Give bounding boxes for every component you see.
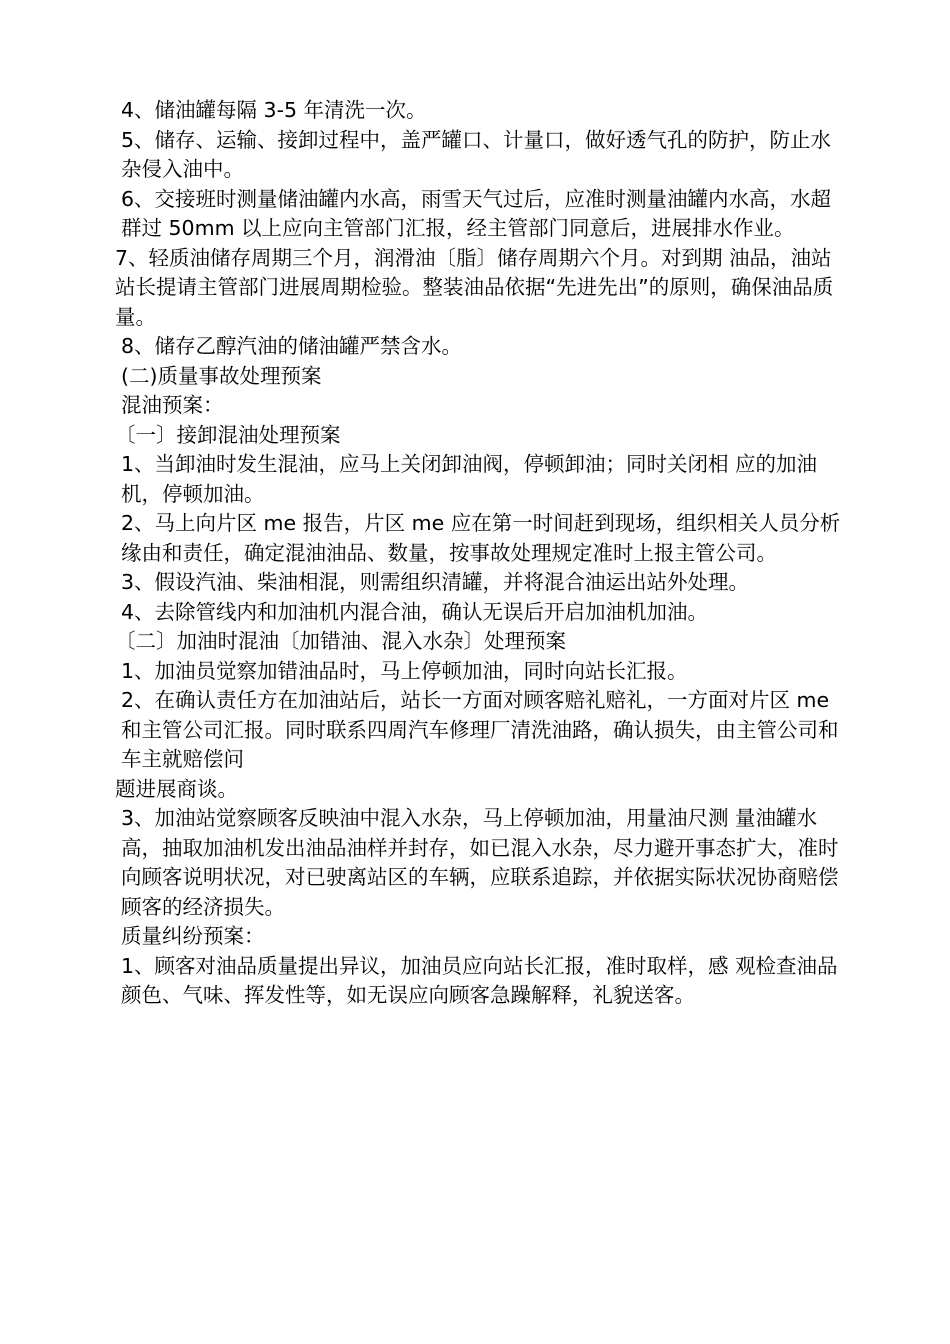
document-body — [115, 96, 850, 1011]
paragraph-refueling-step-2-continued: 题进展商谈。 — [115, 776, 238, 801]
paragraph-storage-period: 7、轻质油储存周期三个月，润滑油〔脂〕储存周期六个月。对到期 油品，油站站长提请主管部门进展周期检验。整装油品依据“先进先出”的原则，确保油品质量。 — [115, 245, 834, 329]
paragraph-unloading-step-2: 2、马上向片区 me 报告，片区 me 应在第一时间赶到现场，组织相关人员分析缘由和责任，确定混油油品、数量，按事故处理规定准时上报主管公司。 — [121, 511, 841, 565]
subheading-quality-dispute: 质量纠纷预案： — [121, 924, 265, 948]
paragraph-water-measurement: 6、交接班时测量储油罐内水高，雨雪天气过后，应准时测量油罐内水高，水超群过 50mm 以上应向主管部门汇报，经主管部门同意后，进展排水作业。 — [121, 186, 832, 240]
paragraph-unloading-step-3: 3、假设汽油、柴油相混，则需组织清罐，并将混合油运出站外处理。 — [121, 570, 750, 594]
paragraph-refueling-step-1: 1、加油员觉察加错油品时，马上停顿加油，同时向站长汇报。 — [121, 658, 688, 683]
paragraph-unloading-step-4: 4、去除管线内和加油机内混合油，确认无误后开启加油机加油。 — [121, 599, 709, 624]
subheading-mixed-oil: 混油预案： — [121, 393, 224, 417]
paragraph-unloading-step-1: 1、当卸油时发生混油，应马上关闭卸油阀，停顿卸油；同时关闭相 应的加油机，停顿加油。 — [121, 452, 818, 506]
section-heading-quality-accident: (二)质量事故处理预案 — [121, 363, 322, 388]
paragraph-refueling-step-2: 2、在确认责任方在加油站后，站长一方面对顾客赔礼赔礼，一方面对片区 me 和主管公司汇报。同时联系四周汽车修理厂清洗油路，确认损失，由主管公司和车主就赔偿问 — [121, 688, 839, 771]
paragraph-dispute-step-1: 1、顾客对油品质量提出异议，加油员应向站长汇报，准时取样，感 观检查油品颜色、气味、挥发性等，如无误应向顾客急躁解释，礼貌送客。 — [121, 953, 838, 1007]
paragraph-ethanol-gasoline: 8、储存乙醇汽油的储油罐严禁含水。 — [121, 334, 463, 358]
subheading-unloading-mixed-oil: 〔一〕接卸混油处理预案 — [115, 422, 341, 447]
paragraph-storage-transport: 5、储存、运输、接卸过程中，盖严罐口、计量口，做好透气孔的防护，防止水杂侵入油中。 — [121, 127, 832, 181]
paragraph-tank-cleaning: 4、储油罐每隔 3-5 年清洗一次。 — [121, 98, 427, 122]
paragraph-refueling-step-3: 3、加油站觉察顾客反映油中混入水杂，马上停顿加油，用量油尺测 量油罐水高，抽取加油机发出油品油样并封存，如已混入水杂，尽力避开事态扩大，准时向顾客说明状况，对已驶离站区的车辆，应联系追踪，并依据实际状况协商赔偿顾客的经济损失。 — [121, 806, 839, 919]
subheading-refueling-mixed-oil: 〔二〕加油时混油〔加错油、混入水杂〕处理预案 — [115, 629, 566, 653]
